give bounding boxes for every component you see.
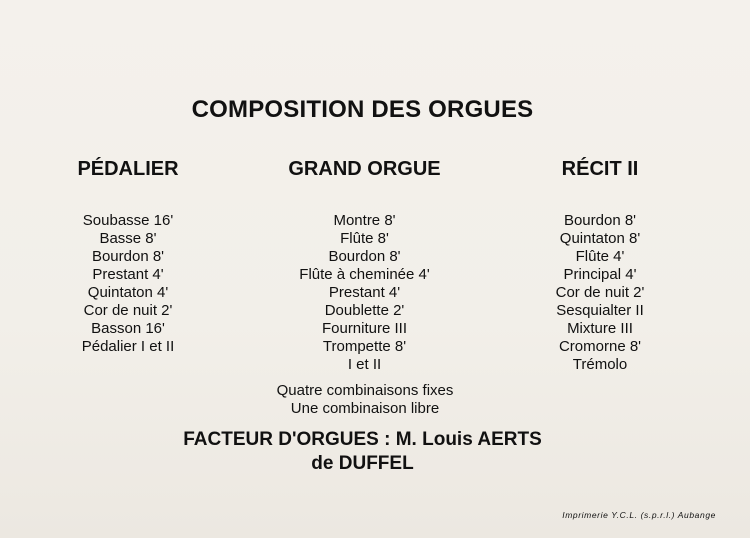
stop-item: Doublette 2' [324,302,405,319]
recit-stop-list [520,212,680,374]
stop-item: Prestant 4' [92,266,164,283]
stop-item: Basse 8' [99,230,157,247]
pedalier-heading: PÉDALIER [77,158,179,180]
stop-item: Principal 4' [563,266,637,283]
builder-line-1: FACTEUR D'ORGUES : M. Louis AERTS [183,429,542,450]
stop-item: Montre 8' [333,212,396,229]
stop-item: Fourniture III [321,320,408,337]
stop-item: Quintaton 8' [559,230,641,247]
stop-item: Sesquialter II [556,302,644,319]
combinations-note [210,382,520,418]
stop-item: Trompette 8' [322,338,407,355]
builder-credit [0,428,725,476]
grand-orgue-heading: GRAND ORGUE [288,158,441,180]
stop-item: I et II [347,356,382,373]
builder-line-2: de DUFFEL [311,453,414,474]
combinations-line-2: Une combinaison libre [290,400,440,417]
stop-item: Prestant 4' [328,284,401,301]
stop-item: Cor de nuit 2' [555,284,645,301]
stop-item: Soubasse 16' [82,212,174,229]
stop-item: Pédalier I et II [81,338,175,355]
pedalier-stop-list [48,212,208,356]
stop-item: Cromorne 8' [558,338,642,355]
stop-item: Basson 16' [91,320,165,337]
recit-heading: RÉCIT II [561,158,639,180]
printer-imprint: Imprimerie Y.C.L. (s.p.r.l.) Aubange [562,510,716,520]
grand-orgue-stop-list [262,212,467,374]
pedalier-column [48,156,208,356]
stop-item: Flûte à cheminée 4' [299,266,430,283]
stop-item: Bourdon 8' [563,212,637,229]
stop-item: Bourdon 8' [328,248,401,265]
stop-item: Bourdon 8' [91,248,165,265]
stop-item: Flûte 8' [340,230,389,247]
stop-item: Quintaton 4' [87,284,169,301]
stop-item: Flûte 4' [575,248,625,265]
stop-item: Cor de nuit 2' [83,302,173,319]
grand-orgue-column [262,156,467,374]
recit-column [520,156,680,374]
stop-item: Mixture III [567,320,633,337]
page-title: COMPOSITION DES ORGUES [191,96,534,123]
combinations-line-1: Quatre combinaisons fixes [276,382,454,399]
stop-item: Trémolo [572,356,628,373]
